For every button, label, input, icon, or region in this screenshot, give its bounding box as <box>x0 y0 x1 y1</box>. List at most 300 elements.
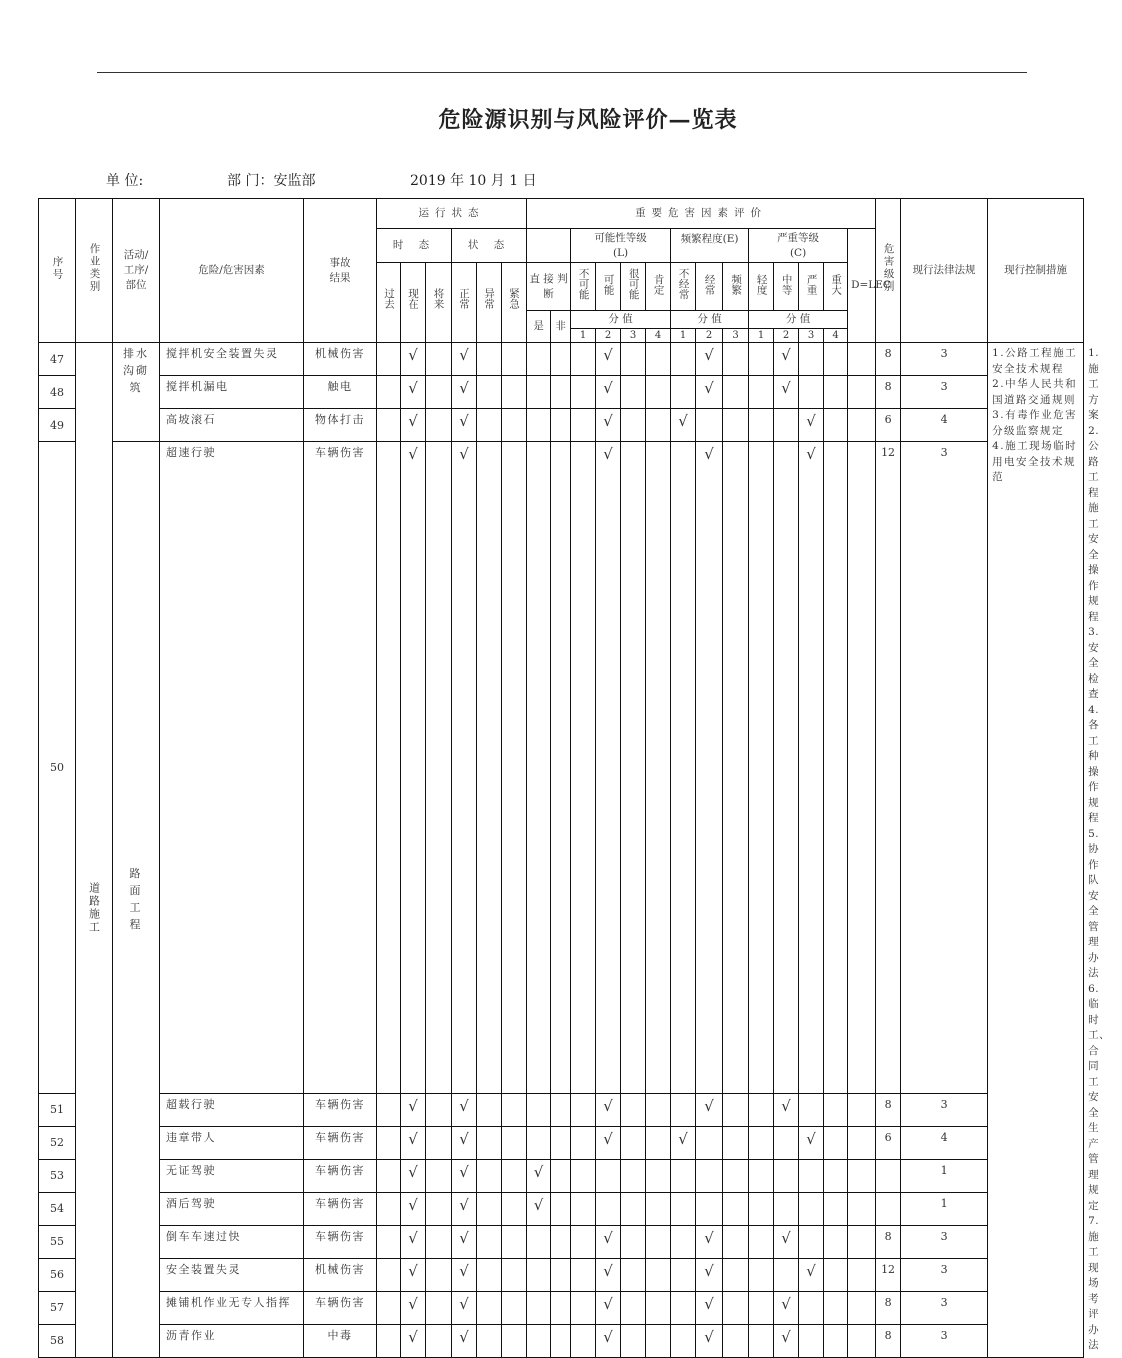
check-cell <box>377 1258 401 1291</box>
check-cell: √ <box>452 376 477 409</box>
check-cell <box>551 1159 571 1192</box>
check-cell <box>749 1126 774 1159</box>
check-cell: √ <box>696 442 723 1094</box>
check-cell <box>502 1126 527 1159</box>
header-score-value: 1 <box>671 329 696 343</box>
activity-cell: 排水沟砌筑 <box>113 343 160 442</box>
check-cell: √ <box>596 1093 621 1126</box>
check-cell <box>551 1324 571 1357</box>
row-seq: 54 <box>39 1192 76 1225</box>
dlec-value: 12 <box>876 1258 901 1291</box>
check-cell <box>671 442 696 1094</box>
check-cell <box>848 376 876 409</box>
check-cell <box>502 1159 527 1192</box>
dlec-value: 6 <box>876 409 901 442</box>
accident-result: 车辆伤害 <box>304 1291 377 1324</box>
header-severity: 严重等级(C) <box>749 229 848 263</box>
check-cell <box>551 1126 571 1159</box>
check-cell: √ <box>696 1093 723 1126</box>
accident-result: 车辆伤害 <box>304 1093 377 1126</box>
check-cell <box>502 1093 527 1126</box>
check-cell <box>749 1192 774 1225</box>
check-cell <box>646 1192 671 1225</box>
check-cell <box>426 1324 452 1357</box>
check-cell: √ <box>452 1324 477 1357</box>
hazard-factor: 搅拌机安全装置失灵 <box>160 343 304 376</box>
header-likelihood-option: 肯定 <box>646 263 671 311</box>
check-cell <box>426 1192 452 1225</box>
hazard-table <box>38 198 1111 1358</box>
page-title: 危险源识别与风险评价—览表 <box>438 107 738 133</box>
check-cell <box>723 1225 749 1258</box>
check-cell <box>571 376 596 409</box>
hazard-level: 3 <box>901 1093 988 1126</box>
check-cell <box>824 376 848 409</box>
check-cell: √ <box>799 1258 824 1291</box>
check-cell <box>824 1192 848 1225</box>
check-cell <box>799 376 824 409</box>
check-cell <box>426 409 452 442</box>
check-cell: √ <box>696 1291 723 1324</box>
check-cell <box>527 1258 551 1291</box>
check-cell <box>749 442 774 1094</box>
check-cell: √ <box>596 1324 621 1357</box>
header-no: 非 <box>551 311 571 343</box>
check-cell <box>749 1258 774 1291</box>
check-cell <box>646 1126 671 1159</box>
check-cell: √ <box>774 376 799 409</box>
check-cell <box>621 1159 646 1192</box>
header-likelihood: 可能性等级(L) <box>571 229 671 263</box>
check-cell: √ <box>799 1126 824 1159</box>
check-cell: √ <box>596 442 621 1094</box>
hazard-factor: 倒车车速过快 <box>160 1225 304 1258</box>
check-cell <box>477 1225 502 1258</box>
check-cell: √ <box>452 1126 477 1159</box>
check-cell <box>723 1258 749 1291</box>
check-cell <box>426 1126 452 1159</box>
check-cell <box>646 1291 671 1324</box>
hazard-level: 3 <box>901 1291 988 1324</box>
header-score: 分 值 <box>671 311 749 329</box>
row-seq: 51 <box>39 1093 76 1126</box>
check-cell <box>671 1159 696 1192</box>
check-cell <box>774 409 799 442</box>
check-cell <box>799 1324 824 1357</box>
check-cell <box>848 1324 876 1357</box>
check-cell <box>621 1093 646 1126</box>
check-cell <box>848 1093 876 1126</box>
check-cell <box>551 442 571 1094</box>
check-cell <box>596 1159 621 1192</box>
check-cell: √ <box>774 1225 799 1258</box>
hazard-factor: 超载行驶 <box>160 1093 304 1126</box>
check-cell: √ <box>401 1225 426 1258</box>
check-cell <box>621 409 646 442</box>
check-cell <box>799 343 824 376</box>
check-cell <box>571 1126 596 1159</box>
check-cell <box>527 1093 551 1126</box>
check-cell <box>477 1192 502 1225</box>
check-cell <box>646 409 671 442</box>
check-cell <box>477 376 502 409</box>
check-cell: √ <box>452 1192 477 1225</box>
check-cell: √ <box>696 1258 723 1291</box>
hazard-factor: 高坡滚石 <box>160 409 304 442</box>
check-cell <box>502 1192 527 1225</box>
header-emergency: 紧急 <box>502 263 527 343</box>
check-cell: √ <box>596 1126 621 1159</box>
header-score-value: 1 <box>749 329 774 343</box>
check-cell <box>824 1093 848 1126</box>
header-score-value: 4 <box>646 329 671 343</box>
check-cell <box>571 1258 596 1291</box>
check-cell <box>848 1192 876 1225</box>
check-cell: √ <box>596 1225 621 1258</box>
header-score-value: 3 <box>799 329 824 343</box>
date-label: 2019 年 10 月 1 日 <box>410 173 537 189</box>
check-cell <box>646 1159 671 1192</box>
check-cell <box>749 1324 774 1357</box>
check-cell: √ <box>596 376 621 409</box>
check-cell: √ <box>799 409 824 442</box>
header-score-value: 2 <box>596 329 621 343</box>
check-cell <box>571 442 596 1094</box>
check-cell <box>774 1159 799 1192</box>
header-level: 危害级别 <box>876 199 901 343</box>
check-cell <box>621 376 646 409</box>
check-cell <box>671 1324 696 1357</box>
check-cell <box>571 1159 596 1192</box>
header-activity: 活动/工序/部位 <box>113 199 160 343</box>
check-cell <box>477 1126 502 1159</box>
check-cell <box>824 1291 848 1324</box>
header-evaluation: 重要危害因素评价 <box>527 199 876 229</box>
dlec-value: 8 <box>876 1225 901 1258</box>
check-cell <box>646 376 671 409</box>
dlec-value <box>876 1159 901 1192</box>
accident-result: 触电 <box>304 376 377 409</box>
check-cell <box>671 1258 696 1291</box>
row-seq: 58 <box>39 1324 76 1357</box>
check-cell: √ <box>401 409 426 442</box>
check-cell <box>696 1126 723 1159</box>
check-cell <box>551 409 571 442</box>
header-result: 事故结果 <box>304 199 377 343</box>
check-cell <box>696 1192 723 1225</box>
accident-result: 机械伤害 <box>304 1258 377 1291</box>
check-cell: √ <box>596 343 621 376</box>
check-cell <box>502 1324 527 1357</box>
check-cell: √ <box>774 343 799 376</box>
check-cell <box>502 1225 527 1258</box>
table-row <box>39 1126 1084 1159</box>
check-cell <box>477 1291 502 1324</box>
hazard-level: 1 <box>901 1159 988 1192</box>
check-cell <box>527 1225 551 1258</box>
check-cell <box>551 343 571 376</box>
check-cell <box>377 376 401 409</box>
check-cell <box>749 409 774 442</box>
check-cell: √ <box>671 409 696 442</box>
header-severity-option: 严重 <box>799 263 824 311</box>
check-cell: √ <box>774 1324 799 1357</box>
check-cell <box>671 1192 696 1225</box>
check-cell <box>774 1258 799 1291</box>
table-row <box>39 409 1084 442</box>
check-cell <box>571 1291 596 1324</box>
check-cell <box>502 442 527 1094</box>
check-cell <box>527 376 551 409</box>
accident-result: 机械伤害 <box>304 343 377 376</box>
check-cell <box>723 1126 749 1159</box>
check-cell <box>377 1192 401 1225</box>
check-cell <box>426 1291 452 1324</box>
department-label: 部 门：安监部 <box>227 173 316 189</box>
check-cell <box>502 1291 527 1324</box>
check-cell <box>377 1093 401 1126</box>
dlec-value: 6 <box>876 1126 901 1159</box>
header-score-value: 3 <box>723 329 749 343</box>
accident-result: 物体打击 <box>304 409 377 442</box>
check-cell <box>671 343 696 376</box>
check-cell: √ <box>401 1159 426 1192</box>
table-row <box>39 1291 1084 1324</box>
check-cell <box>621 1126 646 1159</box>
check-cell <box>621 1192 646 1225</box>
hazard-level: 3 <box>901 343 988 376</box>
hazard-level: 3 <box>901 376 988 409</box>
header-likelihood-option: 很可能 <box>621 263 646 311</box>
check-cell <box>723 1324 749 1357</box>
check-cell <box>377 1225 401 1258</box>
header-direct-judge: 直 接 判 断 <box>527 263 571 311</box>
hazard-level: 4 <box>901 409 988 442</box>
check-cell <box>848 1258 876 1291</box>
check-cell <box>527 1291 551 1324</box>
check-cell <box>426 1258 452 1291</box>
check-cell <box>824 1258 848 1291</box>
check-cell <box>723 1192 749 1225</box>
check-cell <box>696 1159 723 1192</box>
check-cell <box>571 343 596 376</box>
header-normal: 正常 <box>452 263 477 343</box>
check-cell <box>551 1225 571 1258</box>
check-cell <box>646 1324 671 1357</box>
check-cell: √ <box>452 409 477 442</box>
row-seq: 50 <box>39 442 76 1094</box>
header-likelihood-option: 不可能 <box>571 263 596 311</box>
accident-result: 车辆伤害 <box>304 1126 377 1159</box>
check-cell: √ <box>774 1291 799 1324</box>
dlec-value: 12 <box>876 442 901 1094</box>
check-cell: √ <box>452 442 477 1094</box>
table-row <box>39 442 1084 1094</box>
check-cell <box>671 1225 696 1258</box>
check-cell <box>848 1159 876 1192</box>
check-cell <box>477 1159 502 1192</box>
check-cell <box>551 1258 571 1291</box>
check-cell <box>799 1225 824 1258</box>
activity-cell: 路面工程 <box>113 442 160 1358</box>
check-cell <box>527 409 551 442</box>
category-cell: 道路施工 <box>76 343 113 1358</box>
table-row <box>39 1225 1084 1258</box>
check-cell: √ <box>401 1126 426 1159</box>
dlec-value <box>876 1192 901 1225</box>
check-cell <box>502 409 527 442</box>
check-cell <box>848 442 876 1094</box>
check-cell <box>502 1258 527 1291</box>
accident-result: 车辆伤害 <box>304 442 377 1094</box>
check-cell <box>477 409 502 442</box>
row-seq: 57 <box>39 1291 76 1324</box>
check-cell <box>723 1159 749 1192</box>
header-status-state: 状 态 <box>452 229 527 263</box>
check-cell <box>621 1258 646 1291</box>
header-severity-option: 中等 <box>774 263 799 311</box>
header-score: 分 值 <box>749 311 848 329</box>
header-present: 现在 <box>401 263 426 343</box>
check-cell <box>551 1093 571 1126</box>
check-cell <box>621 1324 646 1357</box>
check-cell <box>527 1324 551 1357</box>
check-cell <box>426 442 452 1094</box>
check-cell <box>621 1225 646 1258</box>
row-seq: 48 <box>39 376 76 409</box>
header-score-value: 4 <box>824 329 848 343</box>
check-cell <box>774 1126 799 1159</box>
check-cell: √ <box>401 343 426 376</box>
check-cell <box>723 343 749 376</box>
check-cell <box>799 1192 824 1225</box>
table-row: 47 道路施工 排水沟砌筑 搅拌机安全装置失灵 机械伤害 √ √ √ √ √ 8 3 1.公路工程施工安全技术规程 2.中华人民共和国道路交通规则 3.有毒作业危害分级监察规定 4.施工现场临时用电安全技术规范 1. 施工方案 2. 公路工程施工安全操作规程 3. 安全检查 4. 各工种操作规程 5.协作队安全管理办法 6.临时工、合同工安全生产管理规定 7.施工现场考评办法 <box>39 343 1084 376</box>
check-cell: √ <box>401 376 426 409</box>
check-cell <box>749 1093 774 1126</box>
header-yes: 是 <box>527 311 551 343</box>
header-abnormal: 异常 <box>477 263 502 343</box>
check-cell <box>477 343 502 376</box>
header-score-value: 2 <box>696 329 723 343</box>
hazard-factor: 酒后驾驶 <box>160 1192 304 1225</box>
check-cell: √ <box>401 1291 426 1324</box>
check-cell <box>527 1126 551 1159</box>
check-cell: √ <box>527 1159 551 1192</box>
check-cell <box>571 409 596 442</box>
header-category: 作业类别 <box>76 199 113 343</box>
check-cell <box>774 442 799 1094</box>
check-cell <box>527 343 551 376</box>
check-cell <box>377 1324 401 1357</box>
check-cell <box>799 1093 824 1126</box>
table-row <box>39 1192 1084 1225</box>
check-cell <box>671 1291 696 1324</box>
header-rule <box>97 72 1027 73</box>
table-row <box>39 1258 1084 1291</box>
check-cell <box>426 1159 452 1192</box>
check-cell <box>527 442 551 1094</box>
check-cell: √ <box>696 1225 723 1258</box>
header-dlec: D=LEC <box>848 229 876 343</box>
check-cell <box>723 376 749 409</box>
check-cell: √ <box>401 1192 426 1225</box>
check-cell <box>749 1225 774 1258</box>
check-cell <box>824 1225 848 1258</box>
check-cell: √ <box>452 1225 477 1258</box>
accident-result: 车辆伤害 <box>304 1225 377 1258</box>
check-cell <box>551 1192 571 1225</box>
check-cell: √ <box>452 1258 477 1291</box>
table-row <box>39 376 1084 409</box>
check-cell <box>377 442 401 1094</box>
dlec-value: 8 <box>876 1324 901 1357</box>
row-seq: 56 <box>39 1258 76 1291</box>
accident-result: 中毒 <box>304 1324 377 1357</box>
check-cell <box>426 1225 452 1258</box>
check-cell <box>824 442 848 1094</box>
header-score-value: 3 <box>621 329 646 343</box>
check-cell <box>723 1291 749 1324</box>
row-seq: 47 <box>39 343 76 376</box>
check-cell <box>477 442 502 1094</box>
check-cell <box>646 442 671 1094</box>
check-cell <box>571 1225 596 1258</box>
hazard-factor: 摊铺机作业无专人指挥 <box>160 1291 304 1324</box>
check-cell <box>799 1291 824 1324</box>
check-cell <box>426 343 452 376</box>
check-cell <box>848 409 876 442</box>
check-cell <box>426 376 452 409</box>
check-cell <box>848 1291 876 1324</box>
check-cell <box>551 376 571 409</box>
header-frequency-option: 频繁 <box>723 263 749 311</box>
check-cell <box>551 1291 571 1324</box>
check-cell <box>824 343 848 376</box>
header-blank <box>527 229 571 263</box>
hazard-factor: 无证驾驶 <box>160 1159 304 1192</box>
check-cell <box>377 1291 401 1324</box>
check-cell <box>377 1126 401 1159</box>
header-hazard: 危险/危害因素 <box>160 199 304 343</box>
check-cell <box>477 1258 502 1291</box>
header-running-state: 运行状态 <box>377 199 527 229</box>
laws-list: 1.公路工程施工安全技术规程 2.中华人民共和国道路交通规则 3.有毒作业危害分级监察规定 4.施工现场临时用电安全技术规范 <box>988 343 1084 1358</box>
dlec-value: 8 <box>876 376 901 409</box>
accident-result: 车辆伤害 <box>304 1192 377 1225</box>
header-severity-option: 重大 <box>824 263 848 311</box>
check-cell: √ <box>452 1159 477 1192</box>
check-cell <box>646 1093 671 1126</box>
check-cell <box>824 1324 848 1357</box>
header-score-value: 1 <box>571 329 596 343</box>
check-cell <box>671 1093 696 1126</box>
header-score-value: 2 <box>774 329 799 343</box>
row-seq: 49 <box>39 409 76 442</box>
check-cell: √ <box>596 1258 621 1291</box>
check-cell: √ <box>671 1126 696 1159</box>
hazard-factor: 安全装置失灵 <box>160 1258 304 1291</box>
check-cell: √ <box>452 343 477 376</box>
dlec-value: 8 <box>876 1291 901 1324</box>
hazard-factor: 沥青作业 <box>160 1324 304 1357</box>
check-cell <box>749 343 774 376</box>
header-frequency-option: 经常 <box>696 263 723 311</box>
header-measures: 现行控制措施 <box>988 199 1084 343</box>
check-cell <box>571 1093 596 1126</box>
table-row <box>39 1093 1084 1126</box>
hazard-level: 4 <box>901 1126 988 1159</box>
check-cell <box>477 1093 502 1126</box>
